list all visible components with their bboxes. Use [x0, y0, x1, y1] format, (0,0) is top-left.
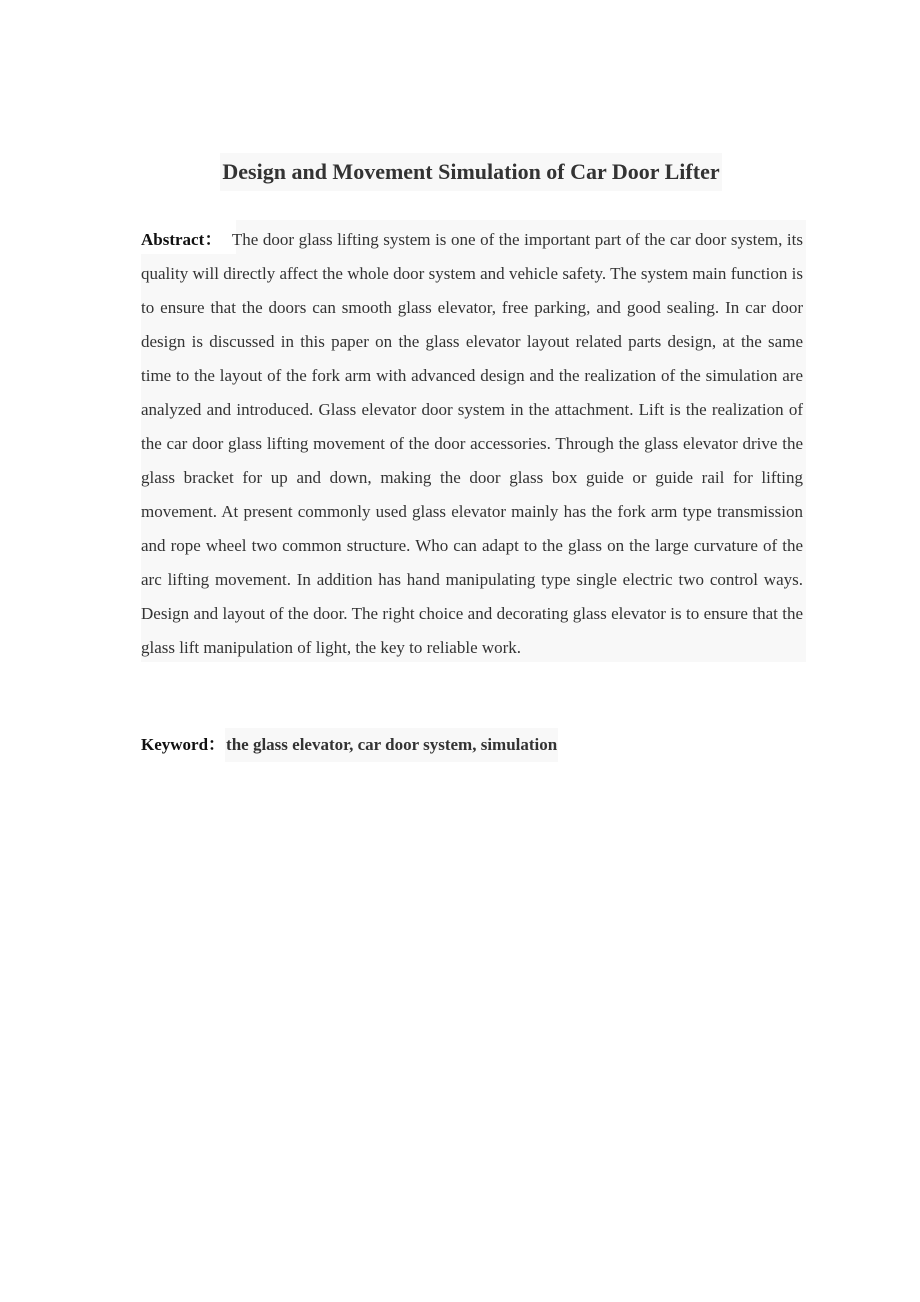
- keyword-section: [141, 728, 558, 762]
- abstract-section: [141, 220, 803, 665]
- page-title: Design and Movement Simulation of Car Door Lifter: [220, 153, 721, 191]
- keyword-values: the glass elevator, car door system, simulation: [225, 728, 558, 762]
- title-container: [0, 153, 920, 191]
- abstract-label: Abstract：: [141, 230, 222, 249]
- abstract-paragraph: [141, 220, 803, 665]
- keyword-label: Keyword：: [141, 735, 226, 754]
- abstract-text: The door glass lifting system is one of the important part of the car door system, its quality will directly affect the whole door system and vehicle safety. The system main function is to ensure that the doors can smooth glass elevator, free parking, and good sealing. In car door design is discussed in this paper on the glass elevator layout related parts design, at the same time to the layout of the fork arm with advanced design and the realization of the simulation are analyzed and introduced. Glass elevator door system in the attachment. Lift is the realization of the car door glass lifting movement of the door accessories. Through the glass elevator drive the glass bracket for up and down, making the door glass box guide or guide rail for lifting movement. At present commonly used glass elevator mainly has the fork arm type transmission and rope wheel two common structure. Who can adapt to the glass on the large curvature of the arc lifting movement. In addition has hand manipulating type single electric two control ways. Design and layout of the door. The right choice and decorating glass elevator is to ensure that the glass lift manipulation of light, the key to reliable work.: [141, 230, 803, 657]
